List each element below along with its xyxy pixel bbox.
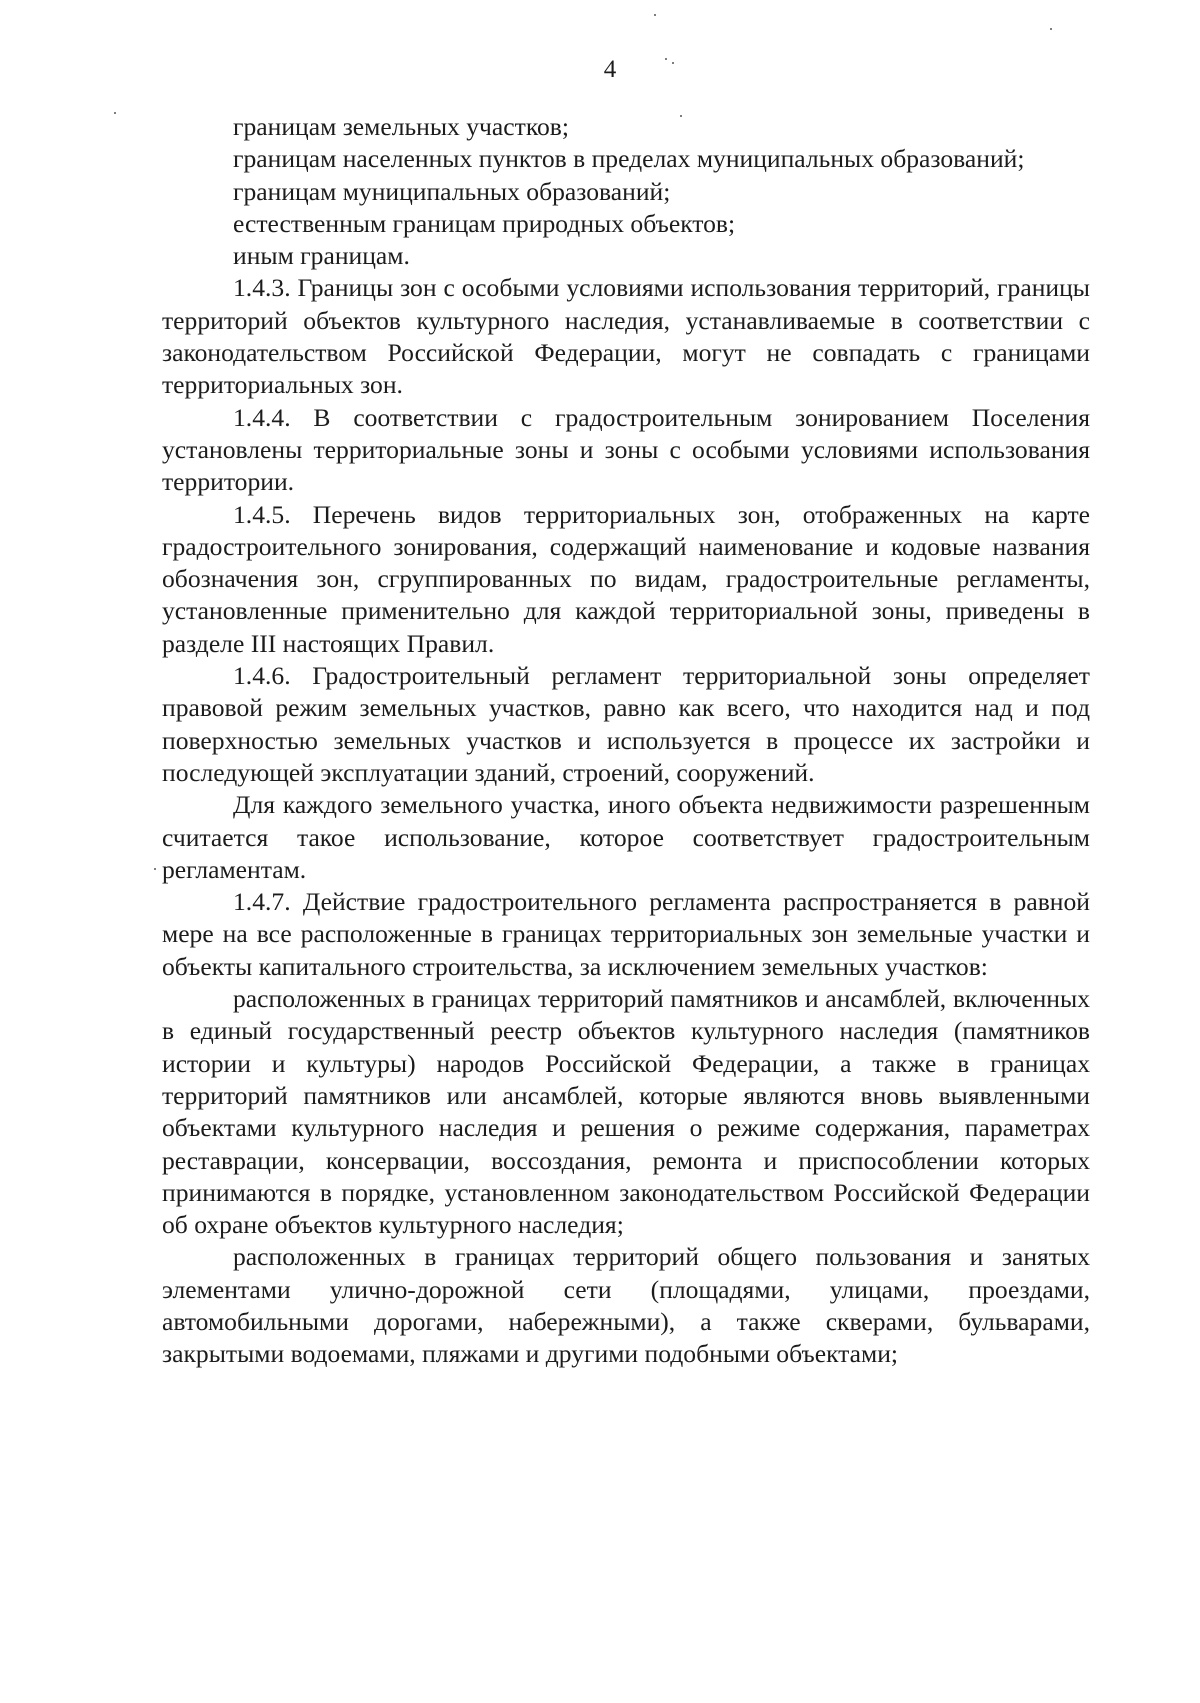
paragraph-boundary-municipalities: границам муниципальных образований; — [233, 176, 671, 206]
paragraph-boundary-land-plots: границам земельных участков; — [233, 112, 569, 141]
page-number: 4 — [603, 56, 617, 83]
scan-speck — [680, 115, 682, 117]
paragraph-boundary-other: иным границам. — [233, 241, 410, 271]
scan-speck — [1050, 28, 1052, 30]
scan-speck — [154, 868, 156, 870]
paragraph-permitted-use: Для каждого земельного участка, иного объекта недвижимости разрешенным считается такое использование, которое соответствует градостроительным регламентам. — [162, 790, 1090, 884]
scan-speck — [665, 58, 667, 60]
scan-speck — [114, 112, 116, 114]
paragraph-1-4-6: 1.4.6. Градостроительный регламент территориальной зоны определяет правовой режим земельных участков, равно как всего, что находится над и под поверхностью земельных участков и используется в процессе их застройки и последующей эксплуатации зданий, строений, сооружений. — [162, 661, 1090, 787]
paragraph-1-4-5: 1.4.5. Перечень видов территориальных зон, отображенных на карте градостроительного зонирования, содержащий наименование и кодовые названия обозначения зон, сгруппированных по видам, градостроительные регламенты, установленные применительно для каждой территориальной зоны, приведены в разделе III настоящих Правил. — [162, 499, 1090, 658]
scan-speck — [654, 14, 656, 16]
paragraph-exception-heritage: расположенных в границах территорий памятников и ансамблей, включенных в единый государственный реестр объектов культурного наследия (памятников истории и культуры) народов Российской Федерации, а также в границах территорий памятников или ансамблей, которые являются вновь выявленными объектами культурного наследия и решения о режиме содержания, параметрах реставрации, консервации, воссоздания, ремонта и приспособлении которых принимаются в порядке, установленном законодательством Российской Федерации об охране объектов культурного наследия; — [162, 984, 1090, 1240]
paragraph-1-4-7: 1.4.7. Действие градостроительного регламента распространяется в равной мере на все расположенные в границах территориальных зон земельные участки и объекты капитального строительства, за исключением земельных участков: — [162, 887, 1090, 981]
paragraph-1-4-3: 1.4.3. Границы зон с особыми условиями использования территорий, границы территорий объектов культурного наследия, устанавливаемые в соответствии с законодательством Российской Федерации, могут не совпадать с границами территориальных зон. — [162, 273, 1090, 400]
paragraph-exception-public-use: расположенных в границах территорий общего пользования и занятых элементами улично-дорожной сети (площадями, улицами, проездами, автомобильными дорогами, набережными), а также скверами, бульварами, закрытыми водоемами, пляжами и другими подобными объектами; — [162, 1242, 1090, 1369]
scan-speck — [672, 62, 674, 64]
paragraph-1-4-4: 1.4.4. В соответствии с градостроительным зонированием Поселения установлены территориальные зоны и зоны с особыми условиями использования территории. — [162, 402, 1090, 497]
paragraph-boundary-settlements: границам населенных пунктов в пределах муниципальных образований; — [233, 144, 1025, 174]
document-body — [162, 111, 1090, 1371]
paragraph-boundary-natural-objects: естественным границам природных объектов; — [233, 208, 736, 238]
